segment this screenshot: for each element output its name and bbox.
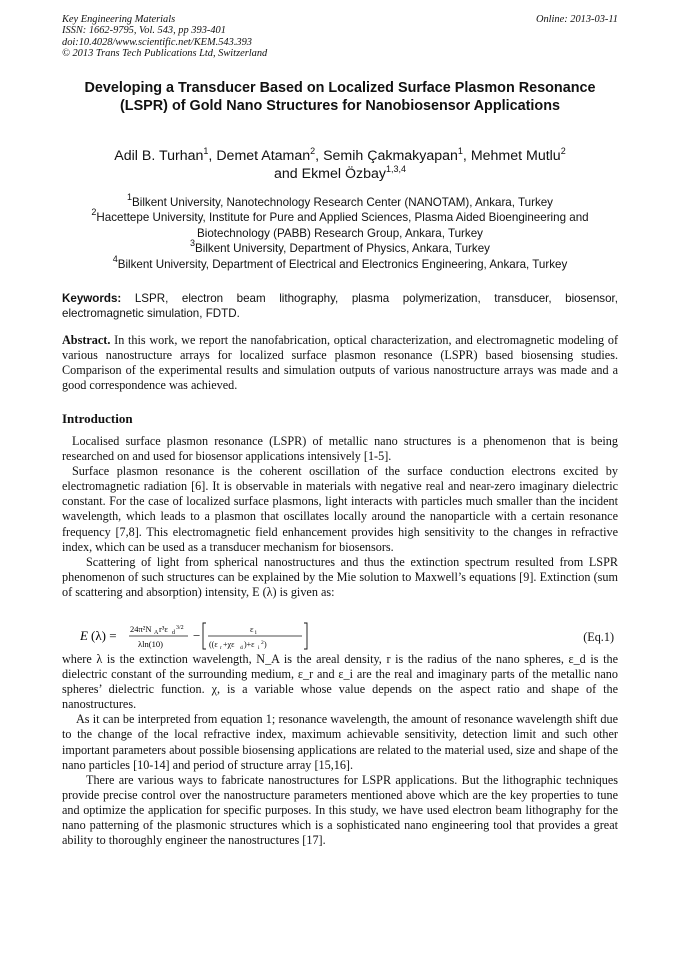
affiliation-list [62,192,618,272]
paragraph: Surface plasmon resonance is the coherent oscillation of the surface conduction electrons excited by electromagnetic radiation [6]. It is observable in materials with negative real and near-zero imaginary dielectric constant. For the case of localized surface plasmons, light interacts with particles much smaller than the incident wavelength, which leads to a plasmon that oscillates locally around the nanoparticle with a certain resonance frequency [7,8]. This electromagnetic field enhancement provides high sensitivity to the changes in refractive index, which can be used as a transducer mechanism for biosensors. [62,464,618,554]
abstract [62,333,618,393]
author-name: Ekmel Özbay [301,166,386,182]
affiliation-text: Bilkent University, Department of Physics, Ankara, Turkey [195,242,490,256]
affiliation-number: 2 [91,207,97,218]
svg-text:3/2: 3/2 [176,625,184,631]
author-affil-mark: 1 [203,146,209,156]
paragraph: where λ is the extinction wavelength, N_A is the areal density, r is the radius of the nano spheres, ε_d is the dielectric constant of the surrounding medium, ε_r and ε_i are the real and imaginary parts of the metallic nano spheres’ dielectric function. χ, is a variable whose value depends on the aspect ratio and shape of the nanostructures. [62,652,618,712]
affiliation-item [62,253,618,272]
author-affil-mark: 2 [310,146,316,156]
affiliation-text: Bilkent University, Nanotechnology Research Center (NANOTAM), Ankara, Turkey [132,196,553,209]
affiliation-item [62,192,618,210]
equation-formula [80,620,330,652]
svg-text:(λ) =: (λ) = [91,628,117,643]
keywords [62,291,618,322]
svg-text:): ) [264,640,267,649]
affiliation-number: 4 [112,253,118,264]
affiliation-text: Hacettepe University, Institute for Pure and Applied Sciences, Plasma Aided Bioengineering and Biotechnology (PABB) Research Group, Ankara, Turkey [96,211,589,240]
svg-text:i: i [258,645,260,651]
author-affil-mark: 1,3,4 [385,164,407,174]
affiliation-item [62,207,618,241]
online-date: Online: 2013-03-11 [535,14,618,25]
svg-text:24π²N: 24π²N [130,624,152,634]
author-name: Demet Ataman [216,148,311,164]
paragraph: There are various ways to fabricate nanostructures for LSPR applications. But the lithographic techniques provide precise control over the nanostructure parameters mentioned above which are the key properties to tune and optimize the application for specific purposes. In this study, we have used electron beam lithography for the nano patterning of the plasmonic structures which is a sophisticated nano engineering tool that provides a great ability to thoroughly engineer the nanostructures [17]. [62,772,618,848]
svg-text:A: A [154,630,159,636]
equation-number: (Eq.1) [583,630,614,644]
keywords-label: Keywords: [62,292,122,305]
affiliation-text: Bilkent University, Department of Electrical and Electronics Engineering, Ankara, Turkey [117,257,568,271]
affiliation-number: 1 [127,192,133,202]
svg-text:r: r [220,645,222,651]
svg-text:d: d [172,630,175,636]
journal-header [62,14,618,60]
paragraph: Localised surface plasmon resonance (LSPR) of metallic nano structures is a phenomenon that is being researched on and used for biosensor applications intensively [1-5]. [62,434,618,464]
svg-text:)+ε: )+ε [244,640,255,649]
author-affil-mark: 2 [560,146,566,156]
svg-text:((ε: ((ε [209,640,218,649]
doi-line: doi:10.4028/www.scientific.net/KEM.543.393 [62,36,252,48]
paragraph: As it can be interpreted from equation 1; resonance wavelength, the amount of resonance wavelength shift due to the change of the local refractive index, maximum achievable sensitivity, detection limit and such other important parameters about possible biosensing applications are related to the material used, size and shape of the nano particles [10-14] and period of structure array [15,16]. [62,712,618,772]
author-name: Adil B. Turhan [114,148,204,164]
svg-text:r³ε: r³ε [159,624,168,634]
author-affil-mark: 1 [457,146,463,156]
intro-body-bottom [62,652,618,848]
svg-text:E: E [80,628,88,643]
affiliation-item [62,238,618,256]
abstract-label: Abstract. [62,333,111,347]
svg-text:λln(10): λln(10) [138,639,163,649]
svg-text:d: d [240,645,243,651]
keywords-text: LSPR, electron beam lithography, plasma polymerization, transducer, biosensor, electromagnetic simulation, FDTD. [62,292,618,321]
author-name: Mehmet Mutlu [470,148,561,164]
issn-line: ISSN: 1662-9795, Vol. 543, pp 393-401 [62,25,226,37]
affiliation-number: 3 [190,238,196,249]
paragraph: Scattering of light from spherical nanostructures and thus the extinction spectrum resulted from LSPR phenomenon of such structures can be explained by the Mie solution to Maxwell’s equations [9]. Extinction (sum of scattering and absorption) intensity, E (λ) is given as: [62,554,618,599]
abstract-text: In this work, we report the nanofabrication, optical characterization, and electromagnetic modeling of various nanostructure arrays for localized surface plasmon resonance (LSPR) based biosensing studies. Comparison of the experimental results and simulation outputs of various nanostructure arrays was made and a good correspondence was achieved. [62,333,618,393]
section-heading: Introduction [62,411,133,426]
author-list: Adil B. Turhan$^1$, Demet Ataman$^2$, Semih Çakmakyapan$^1$, Mehmet Mutlu$^2$ and Ekmel Özbay$^{1,3,4}$ [114,146,566,182]
svg-text:i: i [255,630,257,636]
equation-1 [80,622,618,652]
copyright-line: © 2013 Trans Tech Publications Ltd, Switzerland [62,48,268,60]
author-name: Semih Çakmakyapan [323,148,458,164]
intro-body-top [62,434,618,600]
svg-text:2: 2 [261,640,264,646]
journal-name: Key Engineering Materials [62,14,176,25]
paper-title: Developing a Transducer Based on Localized Surface Plasmon Resonance (LSPR) of Gold Nano Structures for Nanobiosensor Applications [84,80,596,114]
svg-text:+χε: +χε [223,640,235,649]
svg-text:−: − [193,628,201,643]
svg-text:ε: ε [250,624,254,634]
